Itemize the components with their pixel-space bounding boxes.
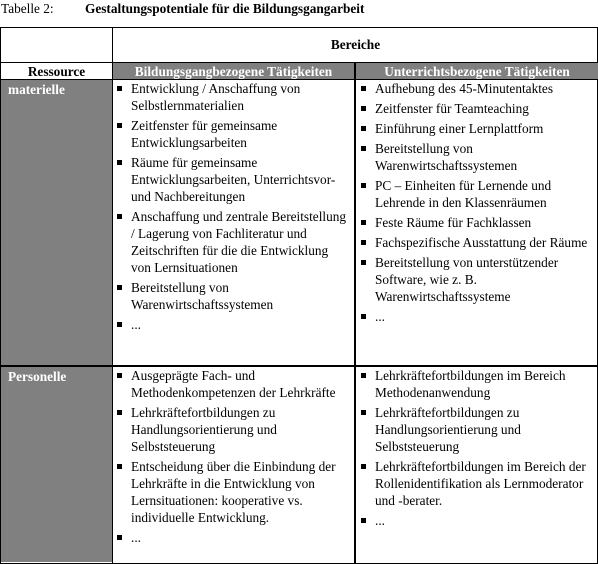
bullet-icon (361, 410, 366, 415)
list-item (113, 154, 349, 205)
list-item (357, 177, 593, 211)
header-ressource: Ressource (27, 63, 86, 79)
bullet-icon (117, 86, 122, 91)
list-personelle-unterricht (357, 367, 593, 532)
bullet-icon (117, 410, 122, 415)
list-item (357, 120, 593, 137)
list-item-text: ... (375, 513, 385, 528)
list-item-text: Aufhebung des 45-Minutentaktes (375, 81, 553, 96)
list-item-text: ... (375, 309, 385, 324)
list-item (113, 529, 349, 546)
bullet-icon (361, 240, 366, 245)
list-item-text: Bereitstellung von Warenwirtschaftssystemen (375, 141, 518, 173)
list-materielle-bildungsgang (113, 80, 349, 336)
list-item (113, 316, 349, 333)
list-item-text: PC – Einheiten für Lernende und Lehrende in den Klassenräumen (375, 178, 552, 210)
list-item-text: Lehrkräftefortbildungen im Bereich Methodenanwendung (375, 368, 566, 400)
bullet-icon (361, 146, 366, 151)
header-col-unterricht: Unterrichtsbezogene Tätigkeiten (356, 63, 598, 79)
header-col-bildungsgang: Bildungsgangbezogene Tätigkeiten (113, 63, 354, 79)
table-caption (1, 0, 364, 17)
bullet-icon (117, 160, 122, 165)
list-item-text: Räume für gemeinsame Entwicklungsarbeiten, Unterrichtsvor- und Nachbereitungen (131, 155, 336, 204)
bullet-icon (117, 373, 122, 378)
table-caption-title: Gestaltungspotentiale für die Bildungsgangarbeit (85, 1, 365, 16)
list-materielle-unterricht (357, 80, 593, 328)
bullet-icon (117, 214, 122, 219)
list-item-text: Zeitfenster für Teamteaching (375, 101, 529, 116)
list-item (357, 254, 593, 305)
list-item-text: Fachspezifische Ausstattung der Räume (375, 235, 588, 250)
bullet-icon (361, 373, 366, 378)
bullet-icon (361, 464, 366, 469)
list-item (113, 367, 349, 401)
bullet-icon (361, 86, 366, 91)
list-item (357, 234, 593, 251)
list-item-text: Zeitfenster für gemeinsame Entwicklungsarbeiten (131, 118, 278, 150)
table (0, 27, 598, 564)
list-item (357, 367, 593, 401)
list-item (357, 308, 593, 325)
bullet-icon (361, 183, 366, 188)
bullet-icon (117, 535, 122, 540)
table-rule-col2b (355, 62, 356, 564)
list-item-text: Entscheidung über die Einbindung der Lehrkräfte in die Entwicklung von Lernsituationen: kooperative vs. individuelle Entwicklung. (131, 459, 336, 525)
list-item (357, 140, 593, 174)
bullet-icon (117, 123, 122, 128)
row-label-materielle: materielle (1, 80, 112, 365)
list-item (113, 458, 349, 526)
list-item-text: Bereitstellung von unterstützender Software, wie z. B. Warenwirtschaftssysteme (375, 255, 559, 304)
list-item-text: Entwicklung / Anschaffung von Selbstlernmaterialien (131, 81, 301, 113)
list-item-text: Lehrkräftefortbildungen zu Handlungsorientierung und Selbststeuerung (375, 405, 521, 454)
list-item (357, 214, 593, 231)
bullet-icon (117, 285, 122, 290)
list-item (113, 117, 349, 151)
list-item-text: Anschaffung und zentrale Bereitstellung / Lagerung von Fachliteratur und Zeitschriften für die die Entwicklung von Lernsituationen (131, 209, 347, 275)
list-item-text: Lehrkräftefortbildungen im Bereich der Rollenidentifikation als Lernmoderator und -berater. (375, 459, 586, 508)
list-item-text: Bereitstellung von Warenwirtschaftssystemen (131, 280, 274, 312)
list-item (357, 80, 593, 97)
list-item-text: Lehrkräftefortbildungen zu Handlungsorientierung und Selbststeuerung (131, 405, 277, 454)
list-item (357, 512, 593, 529)
list-item (113, 404, 349, 455)
bullet-icon (361, 220, 366, 225)
list-item (113, 208, 349, 276)
list-item (113, 80, 349, 114)
list-item (357, 458, 593, 509)
list-item-text: Ausgeprägte Fach- und Methodenkompetenzen der Lehrkräfte (131, 368, 336, 400)
header-group: Bereiche (330, 37, 381, 52)
bullet-icon (361, 518, 366, 523)
bullet-icon (361, 106, 366, 111)
list-item-text: ... (131, 530, 141, 545)
bullet-icon (361, 314, 366, 319)
bullet-icon (117, 322, 122, 327)
row-label-personelle: Personelle (1, 367, 112, 562)
list-item (357, 100, 593, 117)
list-item-text: Einführung einer Lernplattform (375, 121, 544, 136)
bullet-icon (361, 126, 366, 131)
bullet-icon (361, 260, 366, 265)
bullet-icon (117, 464, 122, 469)
list-item-text: Feste Räume für Fachklassen (375, 215, 532, 230)
table-caption-label: Tabelle 2: (1, 1, 54, 16)
list-personelle-bildungsgang (113, 367, 349, 549)
list-item (357, 404, 593, 455)
list-item (113, 279, 349, 313)
list-item-text: ... (131, 317, 141, 332)
